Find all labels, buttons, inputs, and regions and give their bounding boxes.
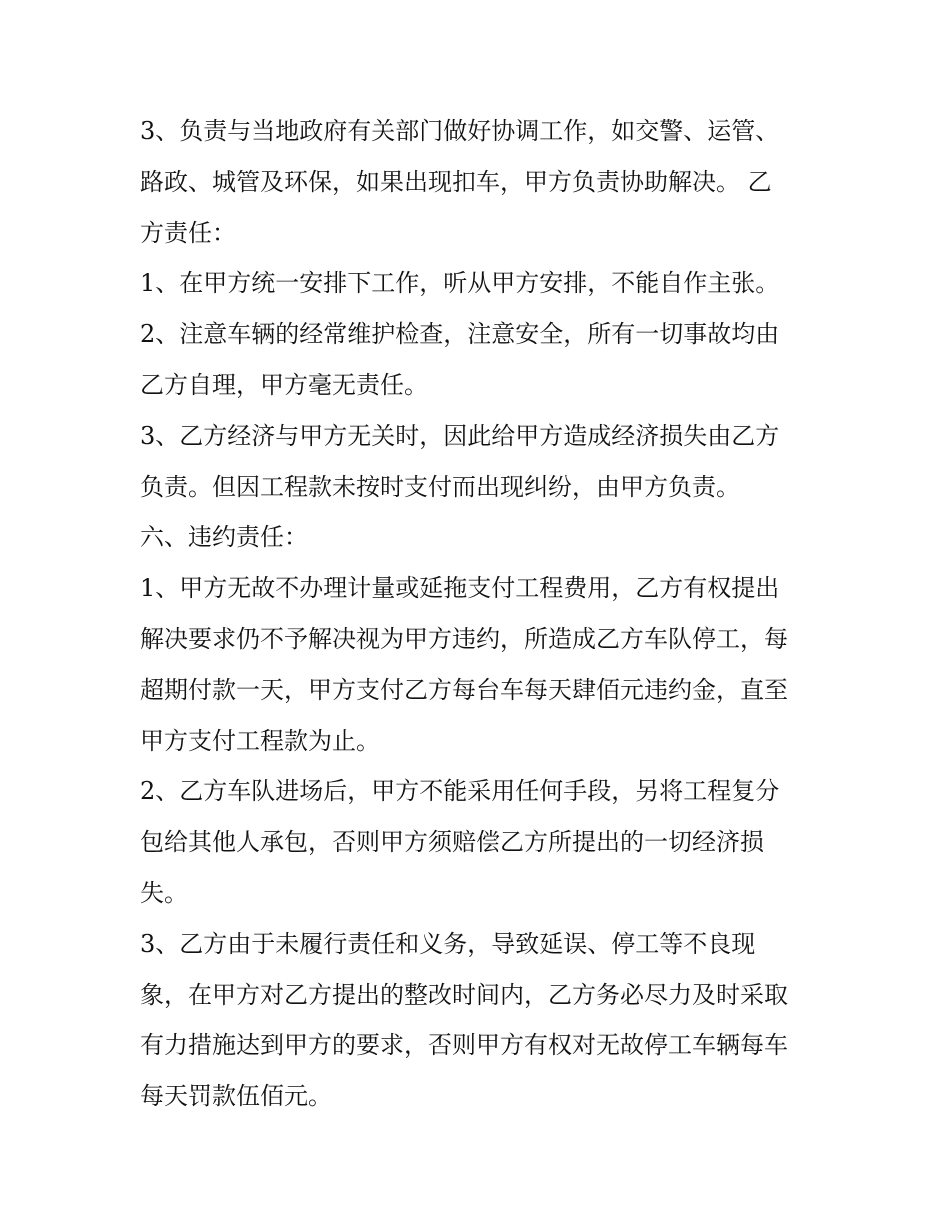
text-line: 3、负责与当地政府有关部门做好协调工作，如交警、运管、 <box>140 117 780 145</box>
text-line: 2、乙方车队进场后，甲方不能采用任何手段，另将工程复分 <box>140 777 780 806</box>
text-line: 有力措施达到甲方的要求，否则甲方有权对无故停工车辆每车 <box>140 1031 788 1060</box>
text-line: 负责。但因工程款未按时支付而出现纠纷，由甲方负责。 <box>140 472 740 501</box>
text-line: 2、注意车辆的经常维护检查，注意安全，所有一切事故均由 <box>140 320 780 349</box>
text-line: 包给其他人承包，否则甲方须赔偿乙方所提出的一切经济损 <box>140 828 764 857</box>
text-line: 方责任： <box>140 218 236 247</box>
text-line: 每天罚款伍佰元。 <box>140 1082 332 1111</box>
text-line: 失。 <box>140 878 188 907</box>
text-line: 1、在甲方统一安排下工作，听从甲方安排，不能自作主张。 <box>140 269 780 298</box>
text-line: 3、乙方经济与甲方无关时，因此给甲方造成经济损失由乙方 <box>140 421 780 450</box>
text-line: 3、乙方由于未履行责任和义务，导致延误、停工等不良现 <box>140 929 756 958</box>
section-heading: 六、违约责任： <box>140 523 308 552</box>
text-line: 解决要求仍不予解决视为甲方违约，所造成乙方车队停工，每 <box>140 624 788 653</box>
text-line: 乙方自理，甲方毫无责任。 <box>140 370 428 399</box>
text-line: 1、甲方无故不办理计量或延拖支付工程费用，乙方有权提出 <box>140 574 780 603</box>
text-line: 超期付款一天，甲方支付乙方每台车每天肆佰元违约金，直至 <box>140 675 788 704</box>
text-line: 路政、城管及环保，如果出现扣车，甲方负责协助解决。 乙 <box>140 167 772 196</box>
text-line: 甲方支付工程款为止。 <box>140 726 380 755</box>
text-line: 象，在甲方对乙方提出的整改时间内，乙方务必尽力及时采取 <box>140 980 788 1009</box>
document-body <box>140 106 820 1122</box>
